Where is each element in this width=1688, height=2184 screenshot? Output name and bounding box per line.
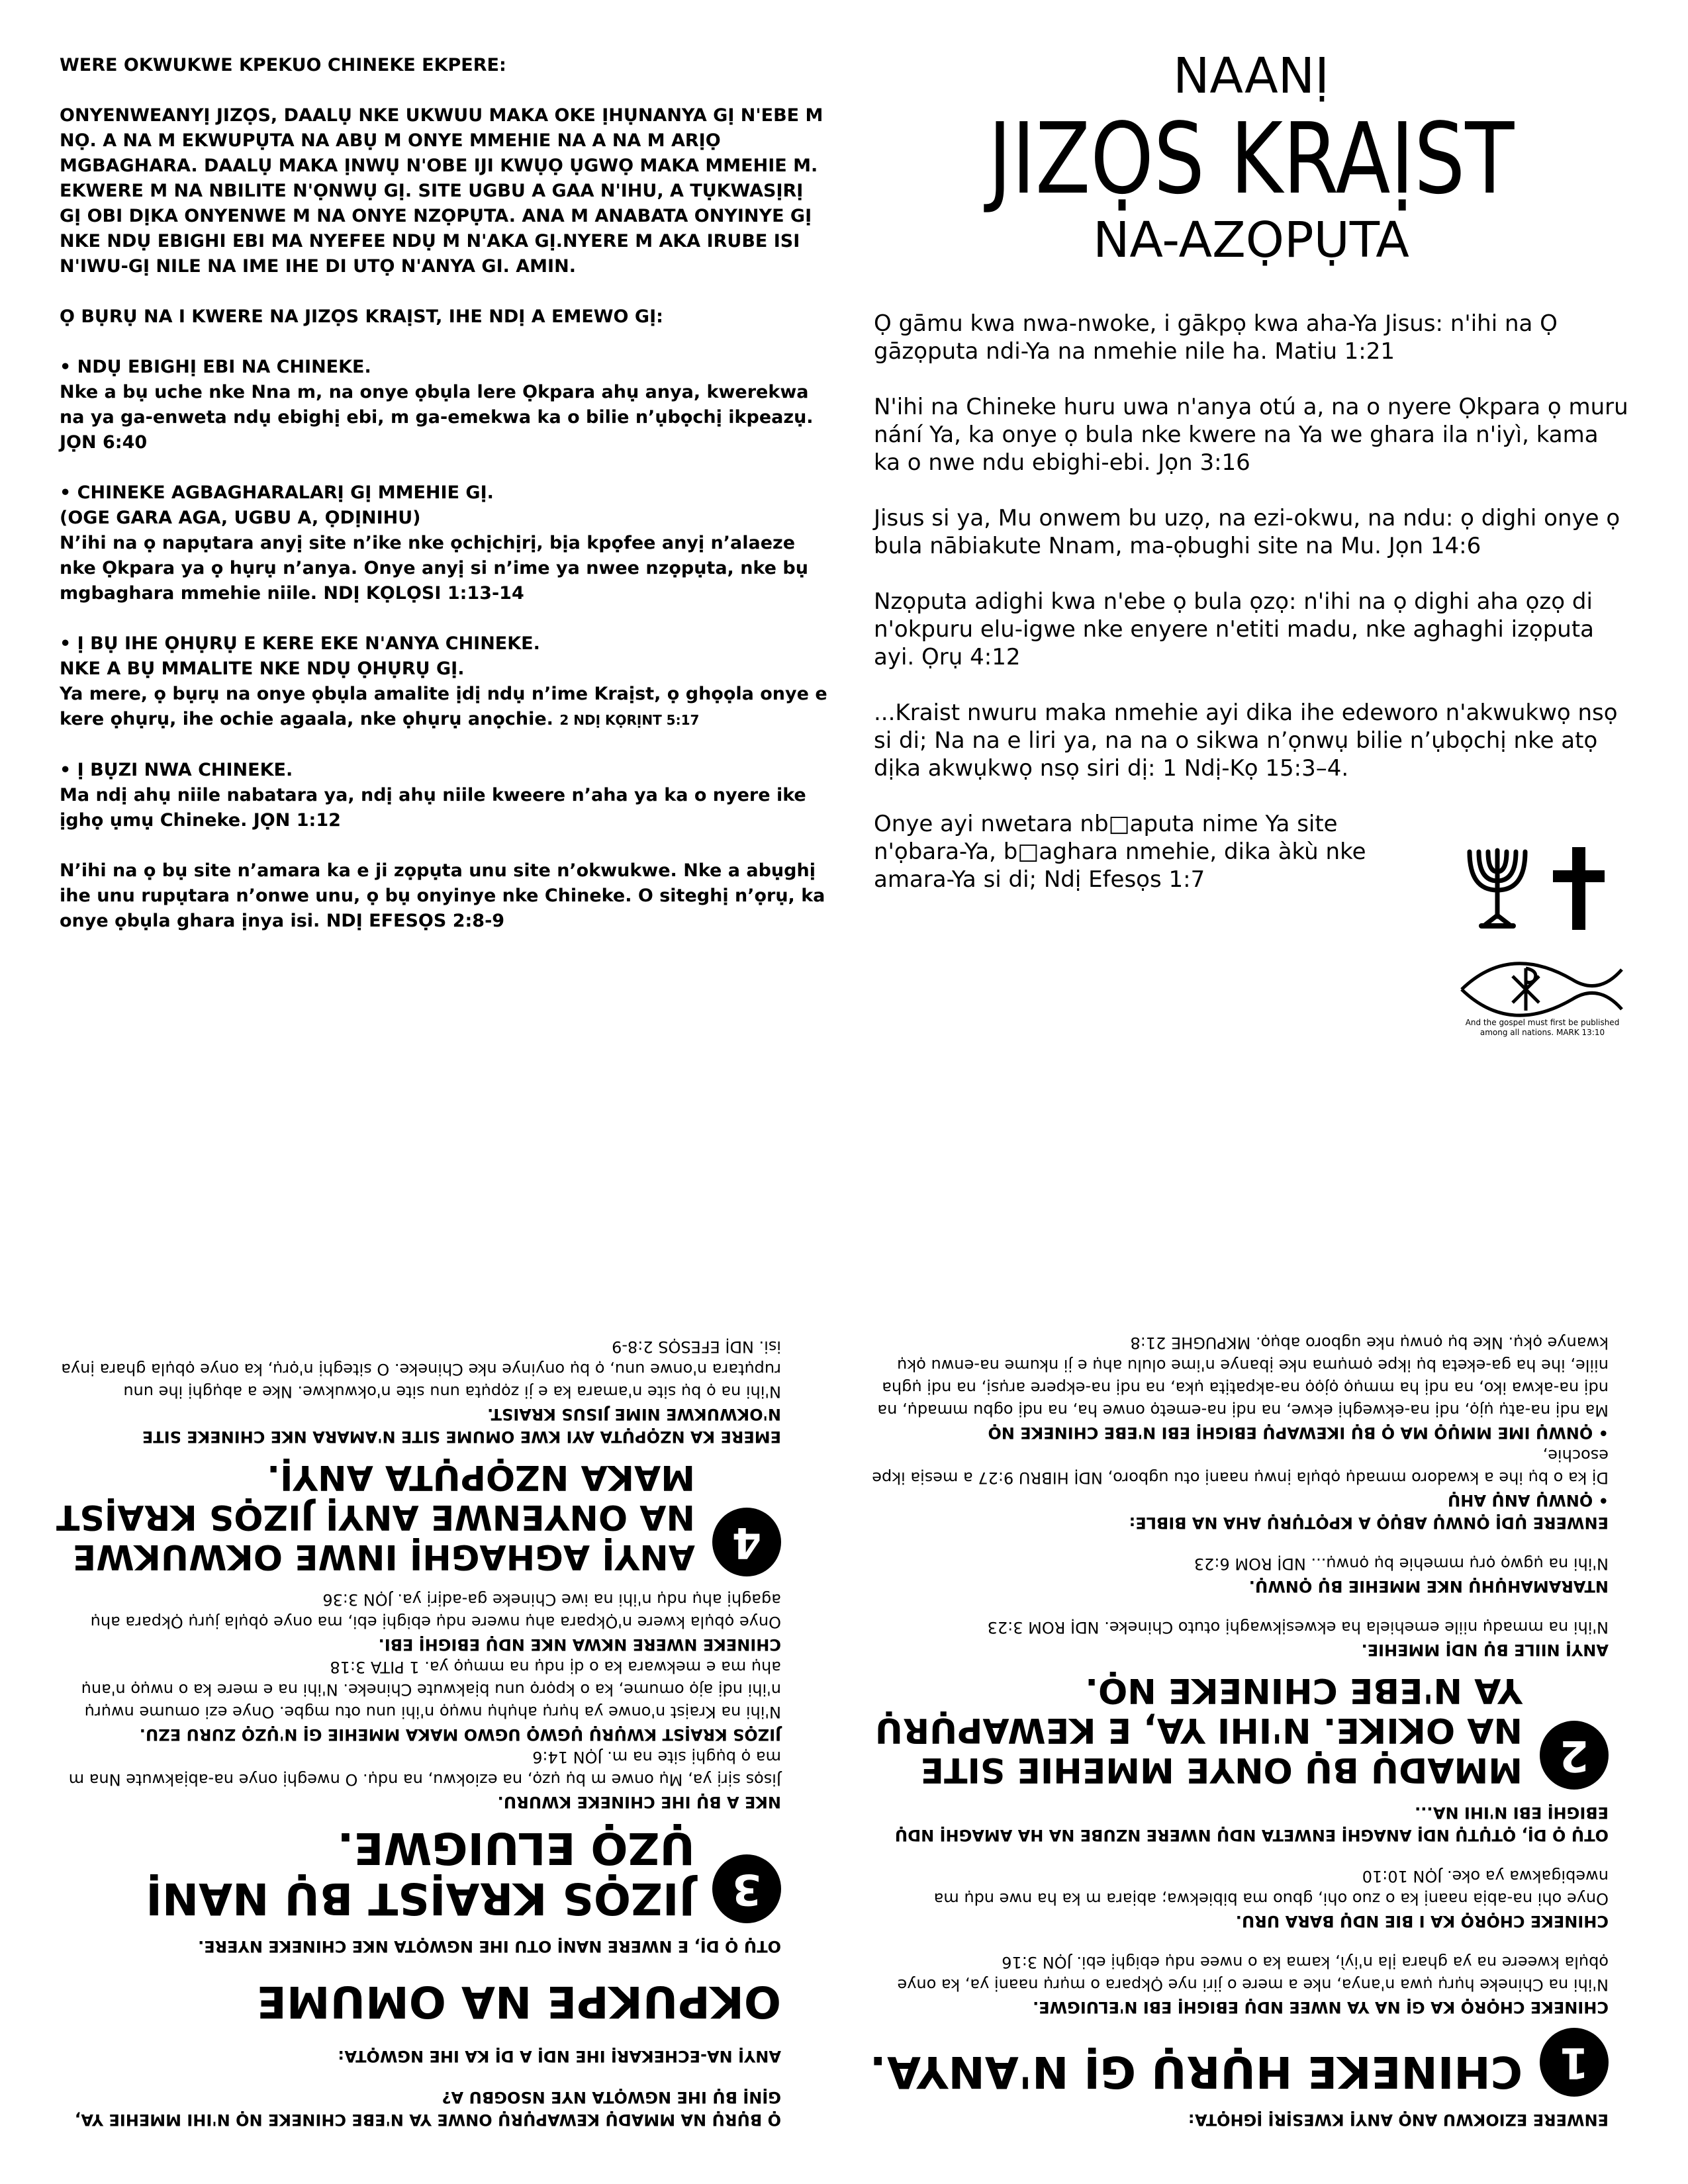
cover-verse: Onye ayi nwetara nb□aputa nime Ya site n'ọbara-Ya, b□aghara nmehie, dika àkù nke amara-Ya si di; Ndị Efesọs 1:7 <box>874 811 1366 893</box>
mark-caption <box>1436 1018 1648 1038</box>
step-subheading: CHINEKE CHỌRỌ KA GỊ NA YA NWEE NDỤ EBIGHỊ EBI N'ELUIGWE. <box>1033 1998 1609 2017</box>
benefit-heading: • Ị BỤZI NWA CHINEKE. <box>60 760 293 780</box>
step-verse: Onye ohi na-abịa naanị ka o zuo ohi, gbuo ma bibiekwa; abịara m ka ha nwe ndụ ma nwebigakwa ya oke. JỌN 10:10 <box>933 1867 1609 1908</box>
step-subheading: CHINEKE NWERE NKWA NKE NDỤ EBIGHỊ EBI. <box>378 1635 781 1654</box>
benefit-heading: • Ị BỤ IHE ỌHỤRỤ E KERE EKE N'ANYA CHINEKE. <box>60 633 540 654</box>
cover-panel <box>874 46 1628 921</box>
cover-verse: Ọ gāmu kwa nwa-nwoke, i gākpọ kwa aha-Ya Jisus: n'ihi na Ọ gāzọputa ndi-Ya na nmehie nile ha. Matiu 1:21 <box>874 310 1558 365</box>
menorah-icon <box>1470 850 1525 926</box>
step-subheading: EMERE KA NZỌPỤTA AYI KWE OMUME SITE N'AMARA NKE CHINEKE SITE N'OKWUKWE NIME JISUS KRAIST. <box>142 1405 781 1446</box>
step-verse: Jisọs sịrị ya, Mụ onwe m bụ ụzọ, na eziokwu, na ndụ. O nweghị onye na-abịakwute Nna m ma ọ bụghị site na m. JỌN 14:6 <box>68 1748 781 1789</box>
benefit-text <box>60 682 827 733</box>
cover-verse: Jisus si ya, Mu onwem bu uzọ, na ezi-okwu, na ndu: ọ dighi onye ọ bula nābiakute Nnam, ma-ọbughi site na Mu. Jọn 14:6 <box>874 505 1620 559</box>
steps-3-4-panel <box>53 1152 781 2131</box>
steps-1-2-panel <box>861 1145 1609 2131</box>
if-believe-heading: Ọ BỤRỤ NA I KWERE NA JIZỌS KRAỊST, IHE NDỊ A EMEWO GỊ: <box>60 306 663 327</box>
benefit-heading: • CHINEKE AGBAGHARALARỊ GỊ MMEHIE GỊ. <box>60 482 494 503</box>
prayer-heading: WERE OKWUKWE KPEKUO CHINEKE EKPERE: <box>60 55 506 75</box>
step-verse: N'ihi na ọ bụ site n'amara ka e ji zọpụta unu site n'okwukwe. Nke a abụghị ihe unu rupụtara n'onwe unu, ọ bụ onyinye nke Chineke. O siteghị n'ọrụ, ka onye ọbụla ghara ịnya isi. NDỊ EFESỌS 2:8-9 <box>61 1338 781 1401</box>
step-number-badge: 3 <box>712 1854 781 1923</box>
step-subheading: NTARAMAHỤHỤ NKE MMEHIE BỤ ỌNWỤ. <box>1248 1577 1609 1596</box>
cover-verse: Nzọputa adighi kwa n'ebe ọ bula ọzọ: n'ihi na ọ dighi aha ọzọ di n'okpuru elu-igwe nke enyere n'etiti madu, nke aghaghi izọputa ayi. Ọrụ 4:12 <box>874 588 1595 670</box>
caption-line: among all nations. MARK 13:10 <box>1479 1028 1605 1037</box>
step-number-badge: 2 <box>1540 1721 1609 1790</box>
problem-intro: Ọ BỤRỤ NA MMADỤ KEWAPỤRỤ ONWE YA N'EBE CHINEKE NỌ N'IHI MMEHIE YA, GỊNỊ BỤ IHE NGWỌTA NYE NSOGBU A? <box>74 2088 781 2129</box>
step-title: ANYỊ AGHAGHỊ INWE OKWUKWE NA ONYENWE ANYỊ JIZỌS KRAỊST MAKA NZỌPỤTA ANYỊ. <box>56 1457 695 1576</box>
step-subheading: NKE A BỤ IHE CHINEKE KWURU. <box>497 1793 781 1811</box>
step-verse: Ma ndị na-atụ ụjọ, ndị na-ekweghị ekwe, na ndị na-emetọ onwe ha, na ndị ogbu mmadụ, na ndị na-akwa iko, na ndị ha mmụọ ọjọọ na-akpatịta ụka, na ndị na-ekpere arụsị, na ndị ụgha niile, ihe ha ga-eketa bụ ikpe ọmụma nke ịbanye n'ime olulu ahụ e ji nkume na-enwu ọkụ kwanye ọkụ. Nke bụ ọnwụ nke ugboro abụọ. MKPUGHE 21:8 <box>877 1334 1609 1420</box>
step-title: MMADỤ BỤ ONYE MMEHIE SITE NA OKIKE. N'IHI YA, E KEWAPỤRỤ YA N'EBE CHINEKE NỌ. <box>874 1670 1523 1790</box>
title-bottom: NA-AZỌPỤTA <box>1093 212 1409 269</box>
closing-verse: N’ihi na ọ bụ site n’amara ka e ji zọpụta unu site n’okwukwe. Nke a abụghị ihe unu rupụtara n’onwe unu, ọ bụ onyinye nke Chineke. O siteghị n’ọrụ, ka onye ọbụla ghara ịnya isi. NDỊ EFESỌS 2:8-9 <box>60 860 825 931</box>
prayer-panel <box>60 53 827 934</box>
benefit-subheading: (OGE GARA AGA, UGBU A, ỌDỊNIHU) <box>60 508 421 528</box>
step-subheading: CHINEKE CHỌRỌ KA I BIE NDỤ BARA URU. <box>1235 1912 1609 1931</box>
caption-line: And the gospel must first be published <box>1465 1018 1620 1027</box>
step-subheading: JIZỌS KRAỊST KWỤRỤ ỤGWỌ UGWO MAKA MMEHIE GỊ N'ỤZỌ ZURU EZU. <box>139 1725 781 1744</box>
step-verse: N'ihi na mmadụ niile emehiela ha ekwesịkwaghị otuto Chineke. NDỊ ROM 3:23 <box>987 1618 1609 1637</box>
religion-morality-heading: OKPUKPE NA OMUME <box>256 1976 781 2027</box>
step-subheading: ANYỊ NIILE BỤ NDỊ MMEHIE. <box>1361 1641 1609 1659</box>
benefit-subheading: NKE A BỤ MMALITE NKE NDỤ ỌHỤRỤ GỊ. <box>60 659 465 679</box>
benefit-heading: • NDỤ EBIGHỊ EBI NA CHINEKE. <box>60 357 371 377</box>
cover-verse: ...Kraist nwuru maka nmehie ayi dika ihe edeworo n'akwukwọ nsọ si di; Na na e liri ya, na na o sikwa n’ọnwụ bilie n’ụbọchị nke atọ dịka akwụkwọ nsọ siri dị: 1 Ndị-Kọ 15:3–4. <box>874 700 1618 782</box>
step-4-header <box>53 1457 781 1576</box>
death-type: • ỌNWỤ ANỤ AHỤ <box>1447 1491 1609 1510</box>
step-title: JIZỌS KRAỊST BỤ NANỊ ỤZỌ ELUIGWE. <box>146 1823 695 1924</box>
ichthys-chi-rho-icon <box>1462 964 1622 1015</box>
four-truths-intro: ENWERE EZIOKWU ANỌ ANYỊ KWESỊRỊ ỊGHỌTA: <box>1188 2111 1609 2129</box>
benefit-text: Nke a bụ uche nke Nna m, na onye ọbụla lere Ọkpara ahụ anya, kwerekwa na ya ga-enweta ndụ ebighị ebi, m ga-emekwa ka o bilie n’ụbọchị ikpeazụ. JỌN 6:40 <box>60 382 814 453</box>
cross-icon <box>1553 847 1605 930</box>
step-subheading: ENWERE ỤDỊ ỌNWỤ ABỤỌ A KPỌTỤRỤ AHA NA BIBLE: <box>1129 1514 1609 1532</box>
cover-verse: N'ihi na Chineke huru uwa n'anya otú a, na o nyere Ọkpara ọ muru nání Ya, ka onye ọ bula nke kwere na Ya we ghara ila n'iyì, kama ka o nwe ndu ebighi-ebi. Jọn 3:16 <box>874 394 1628 476</box>
step-1-header <box>861 2028 1609 2097</box>
step-verse: N'ihi na Chineke hụrụ ụwa n'anya, nke a mere o jiri nye Ọkpara o mụrụ naanị ya, ka onye ọbụla kweere na ya ghara ịla n'iyì, kama ka o nwee ndụ ebighị ebi. JỌN 3:16 <box>897 1953 1609 1994</box>
step-2-header <box>861 1670 1609 1790</box>
step-title: CHINEKE HỤRỤ GỊ N'ANYA. <box>869 2046 1523 2097</box>
benefit-reference: 2 NDỊ KỌRỊNT 5:17 <box>559 712 700 728</box>
step-number-badge: 4 <box>712 1508 781 1576</box>
death-type: • ỌNWỤ IME MMỤỌ MA Ọ BỤ IKEWAPỤ EBIGHỊ EBI N'EBE CHINEKE NỌ <box>988 1424 1609 1442</box>
step-verse: Onye ọbụla kwere n'Ọkpara ahụ nwere ndụ ebighị ebi, ma onye ọbụla jụrụ Ọkpara ahụ agaghị ahụ ndụ n'ihi na iwe Chineke ga-adịrị ya. JỌN 3:36 <box>90 1590 781 1631</box>
step-verse: N'ihi na Kraịst n'onwe ya hụrụ ahụhụ nwụọ n'ihi unu otu mgbe. Onye ezi omume nwụrụ n'ihi ndị ajọ omume, ka o kpọrọ unu bịakwute Chineke. N'ihi na e mere ka o nwụọ n'anụ ahụ ma e mekwara ka o dị ndụ na mmụọ ya. 1 PITA 3:18 <box>81 1658 781 1721</box>
step-number-badge: 1 <box>1540 2028 1609 2097</box>
cover-verses <box>874 310 1628 893</box>
step-verse: N'ihi na ụgwọ ọrụ mmehie bụ ọnwụ... NDỊ ROM 6:23 <box>1194 1555 1609 1573</box>
step-verse: Dị ka o bụ ihe a kwadoro mmadụ ọbụla ịnwụ naanị otu ugboro, NDỊ HIBRU 9:27 a mesịa ikpe esochie, <box>872 1446 1609 1487</box>
title-top: NAANỊ <box>1173 48 1329 105</box>
title-main: JIZỌS KRAỊST <box>988 102 1515 216</box>
benefit-text: N’ihi na ọ napụtara anyị site n’ike nke ọchịchịrị, bịa kpọfee anyị n’alaeze nke Ọkpara ya ọ hụrụ n’anya. Onye anyị si n’ime ya nwee nzọpụta, nke bụ mgbaghara mmehie niile. NDỊ KỌLỌSI 1:13-14 <box>60 533 808 604</box>
benefit-verse: Ya mere, ọ bụrụ na onye ọbụla amalite ịdị ndụ n’ime Kraịst, ọ ghọọla onye e kere ọhụrụ, ihe ochie agaala, nke ọhụrụ anọchie. <box>60 684 827 729</box>
common-solutions-heading: ANYỊ NA-ECHEKARỊ IHE NDỊ A DỊ KA IHE NGWỌTA: <box>338 2047 781 2066</box>
step-3-header <box>53 1823 781 1923</box>
benefit-text: Ma ndị ahụ niile nabatara ya, ndị ahụ niile kweere n’aha ya ka o nyere ike ịghọ ụmụ Chineke. JỌN 1:12 <box>60 785 806 831</box>
one-solution-text: OTỤ Ọ DỊ, E NWERE NANỊ OTU IHE NGWỌTA NKE CHINEKE NYERE. <box>198 1937 781 1956</box>
prayer-body: ONYENWEANYỊ JIZỌS, DAALỤ NKE UKWUU MAKA OKE ỊHỤNANYA GỊ N'EBE M NỌ. A NA M EKWUPỤTA NA ABỤ M ONYE MMEHIE NA A NA M ARỊỌ MGBAGHARA. DAALỤ MAKA ỊNWỤ N'OBE IJI KWỤỌ ỤGWỌ MAKA MMEHIE M. EKWERE M NA NBILITE N'ỌNWỤ GỊ. SITE UGBU A GAA N'IHU, A TỤKWASỊRỊ GỊ OBI DỊKA ONYENWE M NA ONYE NZỌPỤTA. ANA M ANABATA ONYINYE GỊ NKE NDỤ EBIGHI EBI MA NYEFEE NDỤ M N'AKA GỊ.NYERE M AKA IRUBE ISI N'IWU-GỊ NILE NA IME IHE DI UTỌ N'ANYA GI. AMIN. <box>60 105 823 277</box>
step-subheading: OTỤ Ọ DỊ, ỌTỤTỤ NDỊ ANAGHỊ ENWETA NDỤ NWERE NZUBE NA HA AMAGHỊ NDỤ EBIGHỊ EBI N'IHI NA... <box>894 1803 1609 1844</box>
